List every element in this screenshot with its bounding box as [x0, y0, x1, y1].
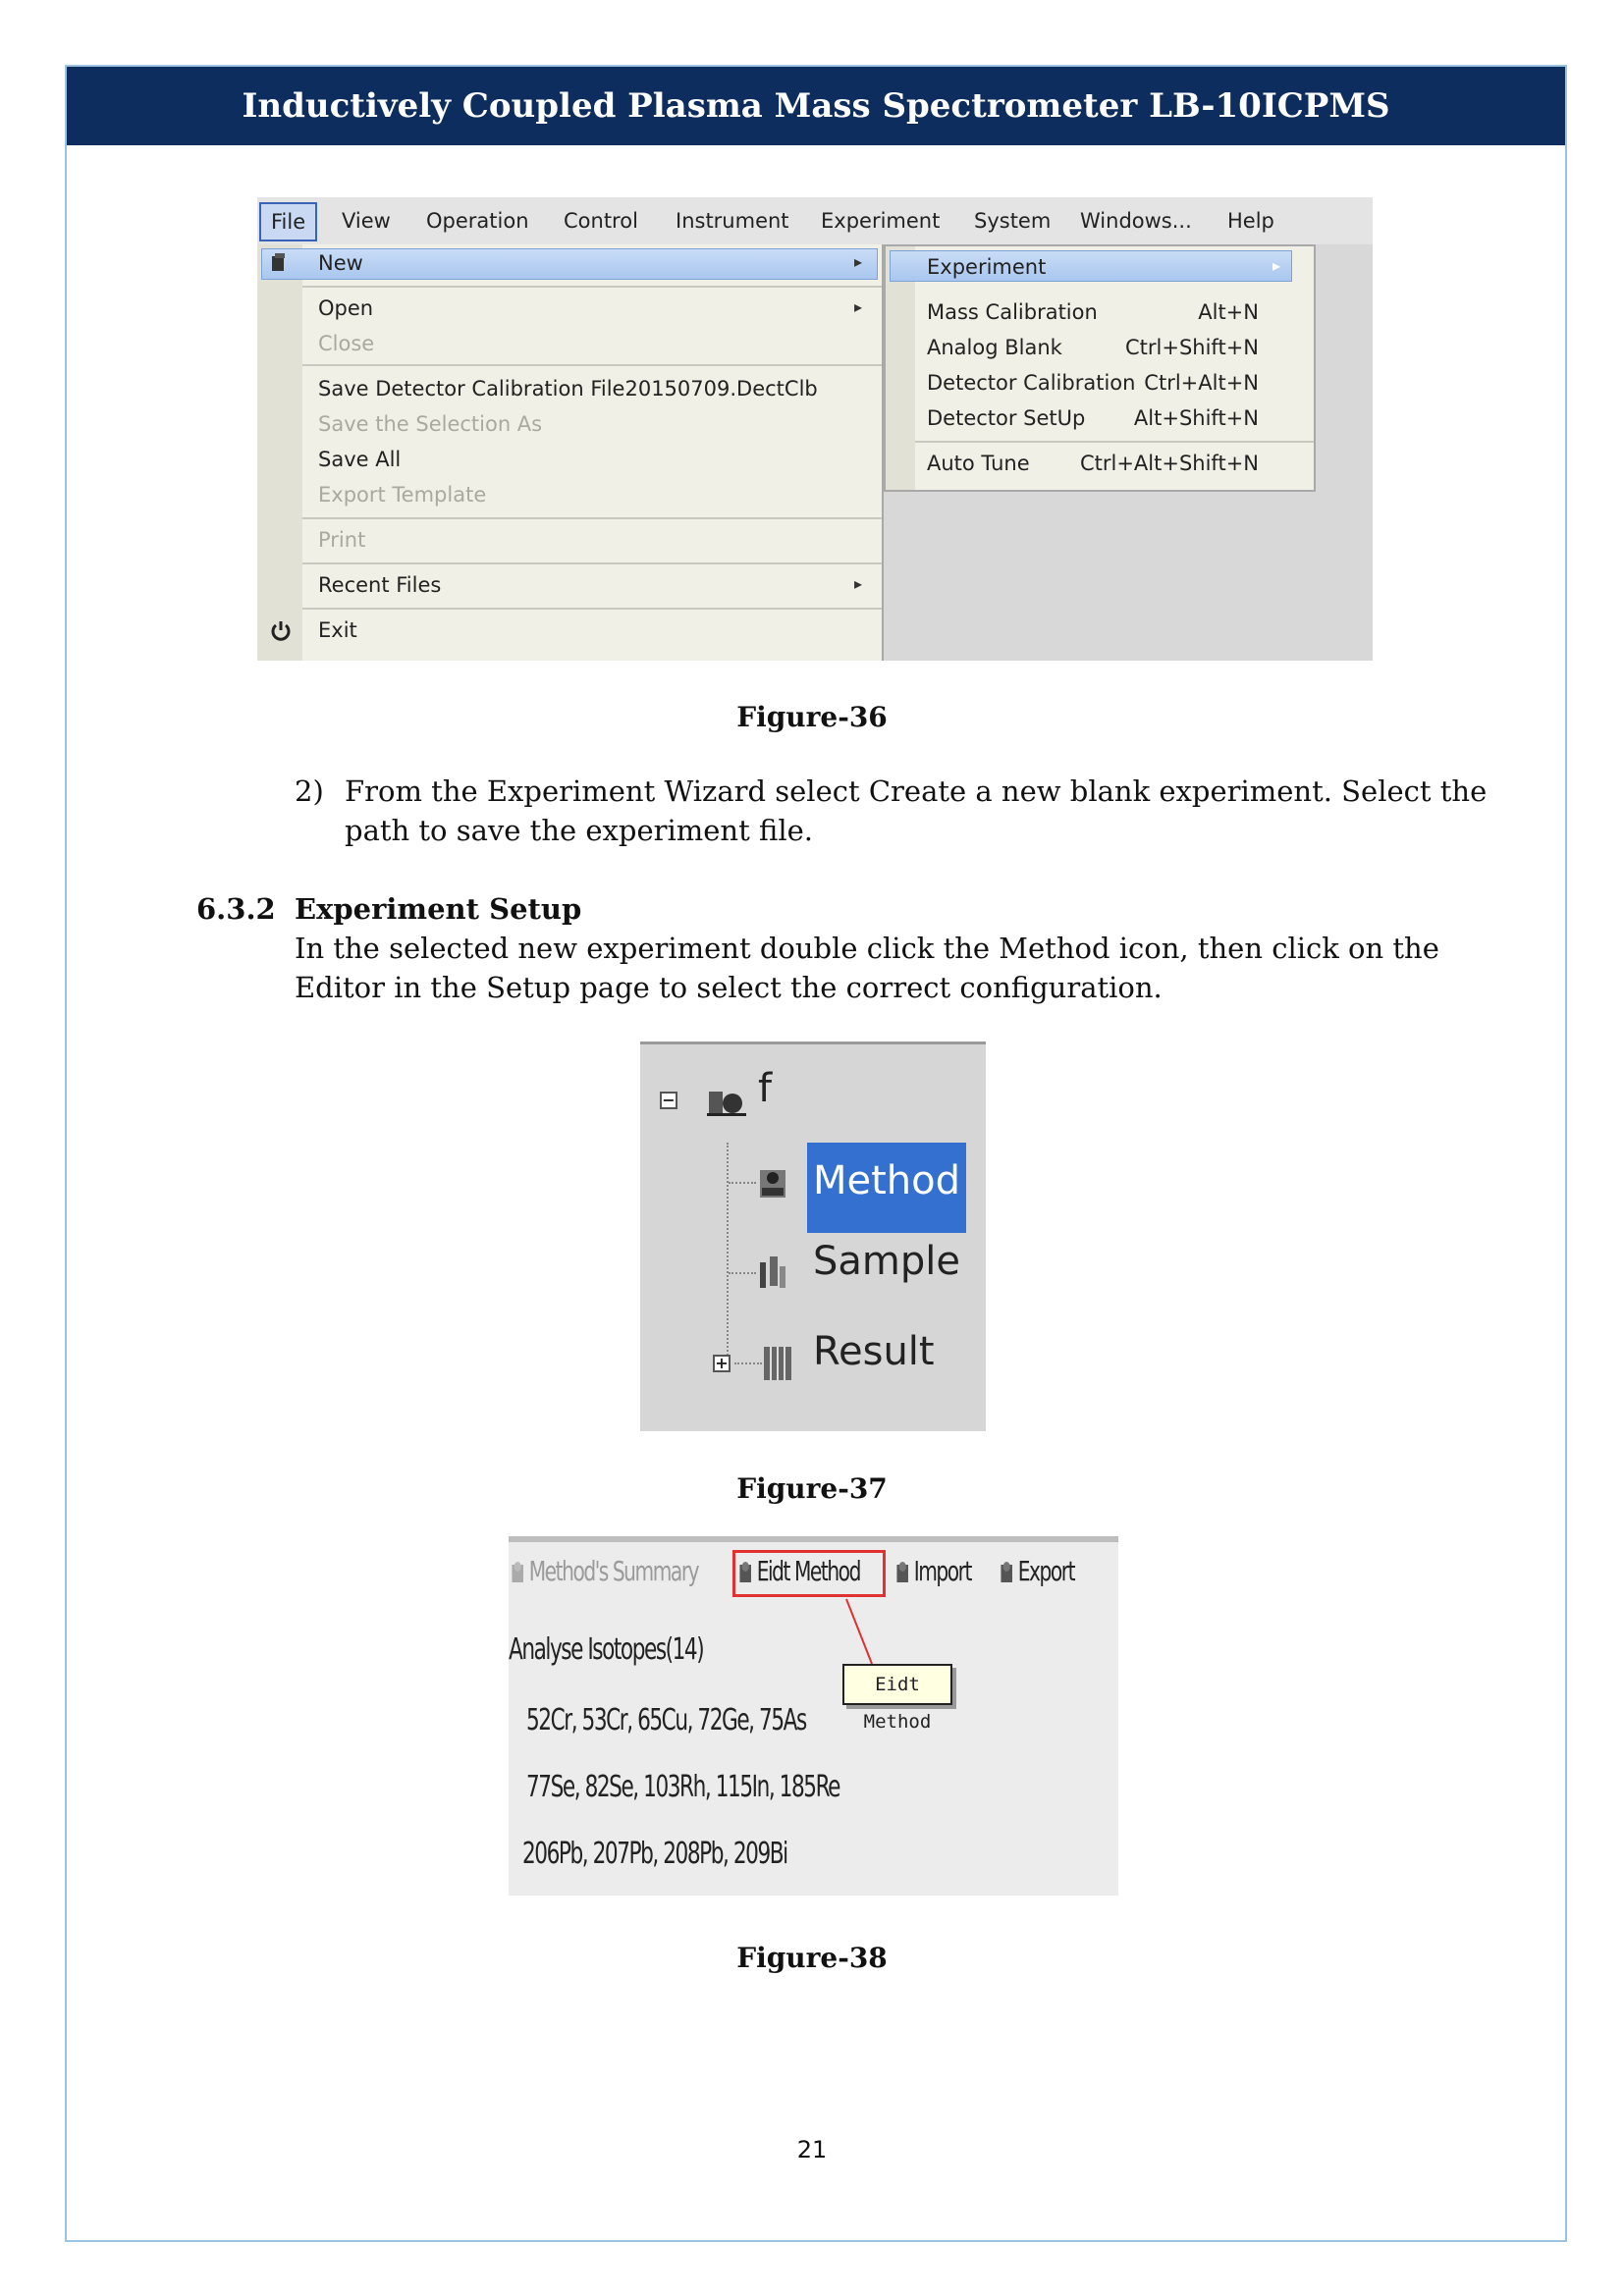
menu-item-exit[interactable]: Exit: [318, 618, 357, 642]
submenu-item-detector-calibration[interactable]: Detector Calibration: [927, 371, 1136, 395]
callout-pointer: [842, 1595, 882, 1666]
shortcut-label: Alt+Shift+N: [1133, 406, 1259, 430]
figure-37-caption: Figure-37: [736, 1472, 888, 1505]
step-2-line-1: From the Experiment Wizard select Create a new blank experiment. Select the: [345, 774, 1488, 808]
isotope-row-2: 77Se, 82Se, 103Rh, 115In, 185Re: [526, 1770, 840, 1804]
menu-item-new[interactable]: New: [318, 251, 363, 275]
shortcut-label: Alt+N: [1198, 300, 1259, 324]
sample-icon: [756, 1253, 789, 1292]
new-submenu: [884, 244, 1316, 492]
menu-file[interactable]: File: [259, 202, 317, 241]
menu-item-open[interactable]: Open: [318, 296, 374, 320]
menu-item-print: Print: [318, 528, 366, 552]
export-icon: [1000, 1559, 1015, 1586]
menu-item-close: Close: [318, 332, 375, 355]
toolbar-button-methods-summary[interactable]: [511, 1552, 698, 1591]
step-2-line-2: path to save the experiment file.: [345, 814, 813, 847]
menu-system[interactable]: System: [974, 209, 1052, 233]
menu-icon-gutter: [257, 244, 302, 661]
header-title: Inductively Coupled Plasma Mass Spectrometer LB-10ICPMS: [242, 86, 1390, 126]
page-number: 21: [796, 2136, 828, 2163]
submenu-item-experiment[interactable]: Experiment: [927, 255, 1047, 279]
figure-37-tree-view: [640, 1041, 986, 1431]
menu-separator: [302, 286, 882, 288]
edit-method-tooltip: Eidt Method: [842, 1664, 952, 1705]
menu-item-save-all[interactable]: Save All: [318, 448, 402, 471]
submenu-item-auto-tune[interactable]: Auto Tune: [927, 452, 1030, 475]
tree-root-label[interactable]: f: [758, 1066, 773, 1111]
menu-separator: [302, 517, 882, 519]
section-text-line-1: In the selected new experiment double click the Method icon, then click on the: [295, 932, 1439, 965]
collapse-icon[interactable]: −: [660, 1092, 677, 1109]
menu-view[interactable]: View: [342, 209, 391, 233]
figure-38-caption: Figure-38: [736, 1942, 888, 1974]
section-text-line-2: Editor in the Setup page to select the correct configuration.: [295, 971, 1163, 1004]
toolbar-summary-label: Method's Summary: [528, 1555, 699, 1587]
section-number: 6.3.2: [196, 892, 276, 926]
tree-connector: [727, 1143, 729, 1366]
menu-instrument[interactable]: Instrument: [676, 209, 789, 233]
menu-separator: [915, 441, 1314, 443]
menu-help[interactable]: Help: [1227, 209, 1274, 233]
menu-experiment[interactable]: Experiment: [821, 209, 941, 233]
toolbar-edit-label: Eidt Method: [756, 1555, 860, 1587]
highlight-box: [732, 1550, 886, 1597]
tree-item-sample[interactable]: Sample: [813, 1239, 960, 1284]
page-header: [67, 67, 1565, 145]
menu-icon-gutter: [886, 246, 915, 490]
submenu-arrow-icon: ▸: [854, 252, 863, 271]
shortcut-label: Ctrl+Alt+N: [1144, 371, 1259, 395]
toolbar-top-border: [509, 1536, 1118, 1542]
menu-windows[interactable]: Windows...: [1080, 209, 1192, 233]
menu-control[interactable]: Control: [564, 209, 638, 233]
menu-item-export-template: Export Template: [318, 483, 487, 507]
tree-item-method[interactable]: Method: [807, 1143, 966, 1233]
menu-separator: [302, 364, 882, 366]
tree-connector: [729, 1182, 756, 1184]
menu-separator: [302, 608, 882, 610]
method-icon: [756, 1162, 789, 1201]
section-title: Experiment Setup: [295, 892, 582, 926]
result-icon: [762, 1343, 795, 1382]
toolbar-button-export[interactable]: [1000, 1552, 1074, 1591]
submenu-item-analog-blank[interactable]: Analog Blank: [927, 336, 1062, 359]
menu-item-save-selection: Save the Selection As: [318, 412, 543, 436]
tree-connector: [734, 1362, 762, 1364]
menu-item-save-detector[interactable]: Save Detector Calibration File20150709.DectClb: [318, 377, 818, 400]
menu-separator: [302, 562, 882, 564]
step-number: 2): [295, 774, 324, 808]
menu-operation[interactable]: Operation: [426, 209, 529, 233]
tree-connector: [729, 1272, 756, 1274]
submenu-item-detector-setup[interactable]: Detector SetUp: [927, 406, 1086, 430]
submenu-arrow-icon: ▸: [1272, 256, 1281, 275]
tree-item-result[interactable]: Result: [813, 1329, 935, 1374]
menu-item-recent-files[interactable]: Recent Files: [318, 573, 442, 597]
toolbar-export-label: Export: [1017, 1555, 1075, 1587]
isotope-row-1: 52Cr, 53Cr, 65Cu, 72Ge, 75As: [526, 1703, 806, 1737]
toolbar-button-import[interactable]: [895, 1552, 971, 1591]
figure-36-caption: Figure-36: [736, 701, 888, 733]
import-icon: [895, 1559, 911, 1586]
submenu-item-mass-calibration[interactable]: Mass Calibration: [927, 300, 1098, 324]
submenu-arrow-icon: ▸: [854, 574, 863, 593]
expand-icon[interactable]: +: [713, 1355, 731, 1372]
shortcut-label: Ctrl+Shift+N: [1125, 336, 1259, 359]
figure-38-method-toolbar: [509, 1536, 1118, 1896]
experiment-icon: [705, 1080, 748, 1119]
menu-bar: [257, 197, 1373, 244]
power-icon: [269, 619, 293, 643]
shortcut-label: Ctrl+Alt+Shift+N: [1079, 452, 1259, 475]
figure-36-menu-screenshot: [257, 197, 1373, 661]
submenu-arrow-icon: ▸: [854, 297, 863, 316]
toolbar-import-label: Import: [913, 1555, 971, 1587]
isotopes-heading: Analyse Isotopes(14): [509, 1632, 704, 1667]
isotope-row-3: 206Pb, 207Pb, 208Pb, 209Bi: [522, 1837, 787, 1871]
summary-icon: [511, 1559, 526, 1586]
new-file-icon: [269, 252, 289, 274]
file-menu-dropdown: [257, 244, 884, 661]
